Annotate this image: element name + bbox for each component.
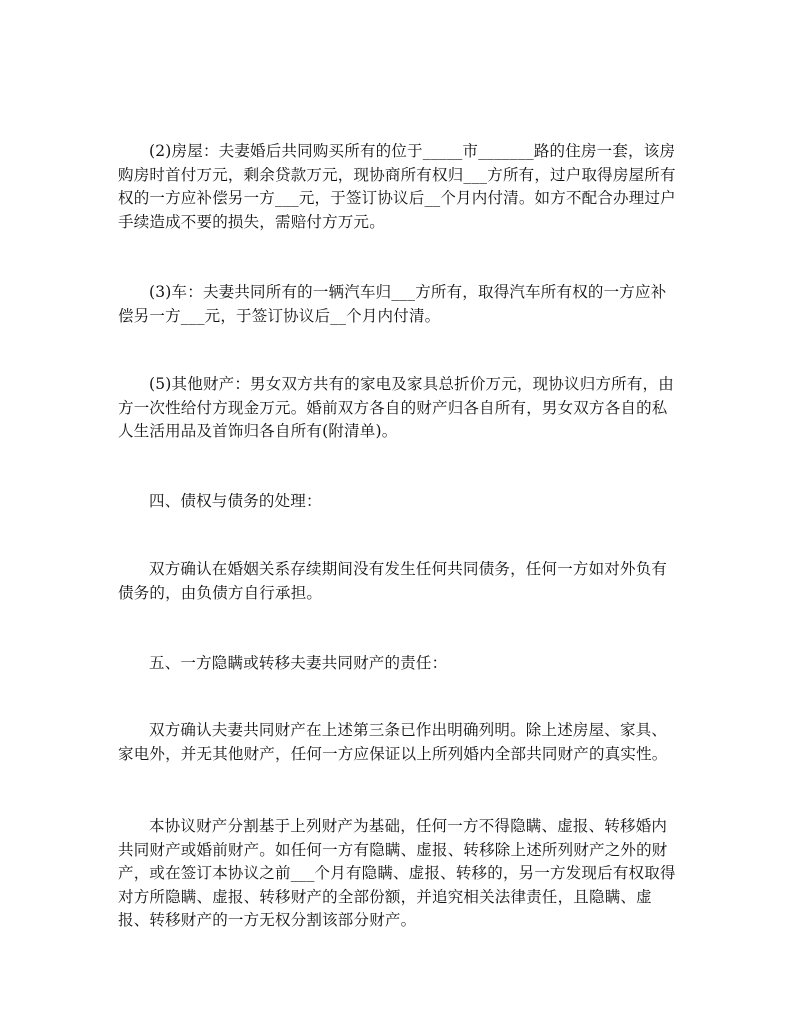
paragraph-house: (2)房屋：夫妻婚后共同购买所有的位于_____市_______路的住房一套，该房购房时首付万元，剩余贷款万元，现协商所有权归___方所有，过户取得房屋所有权的一方应补偿另一方___元，于签订协议后__个月内付清。如方不配合办理过户手续造成不要的损失，需赔付方万元。 [118,142,676,231]
paragraph-division-basis: 本协议财产分割基于上列财产为基础，任何一方不得隐瞒、虚报、转移婚内共同财产或婚前财产。如任何一方有隐瞒、虚报、转移除上述所列财产之外的财产，或在签订本协议之前___个月有隐瞒、虚报、转移的，另一方发现后有权取得对方所隐瞒、虚报、转移财产的全部份额，并追究相关法律责任，且隐瞒、虚报、转移财产的一方无权分割该部分财产。 [118,817,676,929]
paragraph-concealment: 双方确认夫妻共同财产在上述第三条已作出明确列明。除上述房屋、家具、家电外，并无其他财产，任何一方应保证以上所列婚内全部共同财产的真实性。 [118,721,668,763]
paragraph-car: (3)车：夫妻共同所有的一辆汽车归___方所有，取得汽车所有权的一方应补偿另一方___元，于签订协议后__个月内付清。 [118,283,667,325]
section-heading-debt: 四、债权与债务的处理： [149,492,322,510]
paragraph-debt: 双方确认在婚姻关系存续期间没有发生任何共同债务，任何一方如对外负有债务的，由负债方自行承担。 [118,560,668,602]
section-heading-concealment: 五、一方隐瞒或转移夫妻共同财产的责任： [149,654,448,672]
paragraph-other-property: (5)其他财产：男女双方共有的家电及家具总折价万元，现协议归方所有，由方一次性给付方现金万元。婚前双方各自的财产归各自所有，男女双方各自的私人生活用品及首饰归各自所有(附清单)。 [118,375,674,440]
